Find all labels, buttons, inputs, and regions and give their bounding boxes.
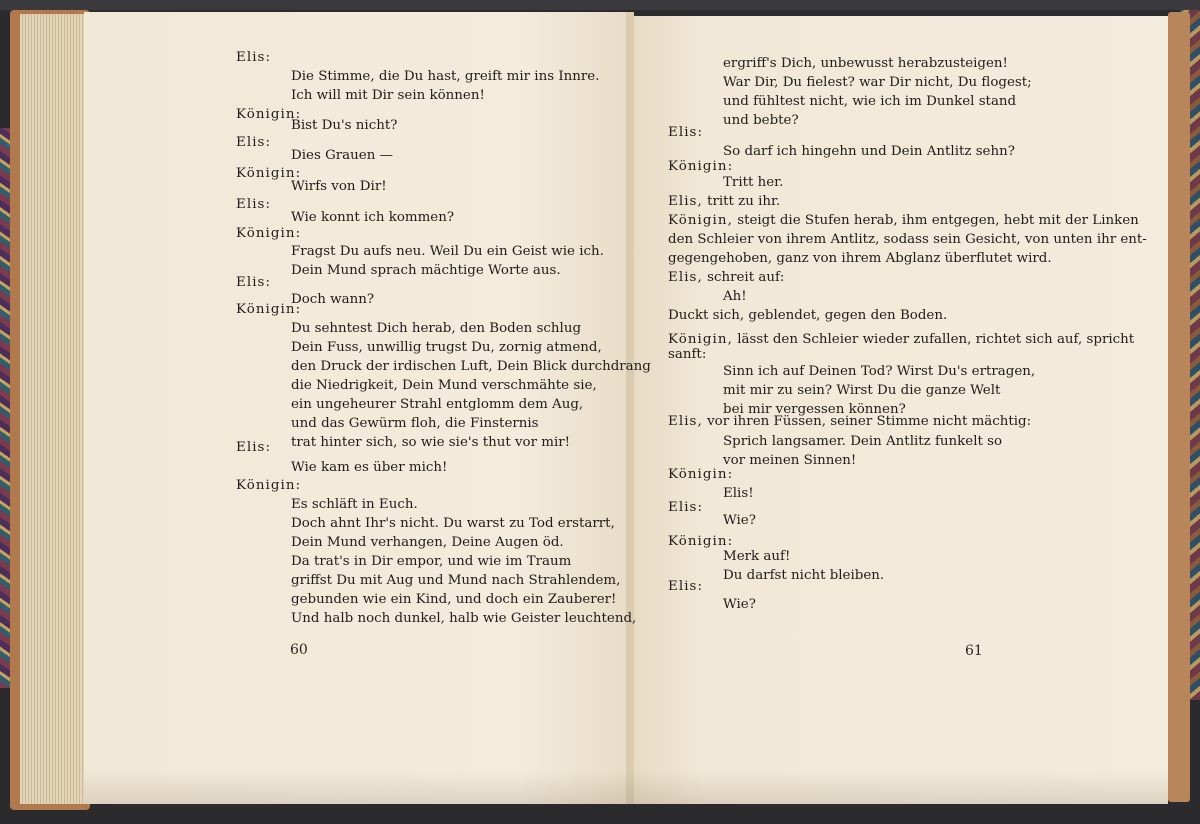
text-line: Dein Mund verhangen, Deine Augen öd. xyxy=(291,535,564,550)
speaker-label: Königin: xyxy=(236,478,302,493)
stage-direction: vor ihren Füssen, seiner Stimme nicht mächtig: xyxy=(702,414,1032,429)
text-line: Die Stimme, die Du hast, greift mir ins Innre. xyxy=(291,69,600,84)
speaker-label: Elis: xyxy=(236,440,272,455)
text-line: Doch wann? xyxy=(291,292,375,307)
text-line: Es schläft in Euch. xyxy=(291,497,418,512)
text-line: Ah! xyxy=(723,289,747,304)
book-cover-right xyxy=(1168,12,1190,802)
book-gutter xyxy=(626,12,634,804)
speaker-label: Königin: xyxy=(236,107,302,122)
text-line: Wie kam es über mich! xyxy=(291,460,448,475)
text-line: Dein Fuss, unwillig trugst Du, zornig atmend, xyxy=(291,340,602,355)
speaker-label: Königin: xyxy=(236,302,302,317)
text-line: Wie? xyxy=(723,597,756,612)
text-line: Ich will mit Dir sein können! xyxy=(291,88,485,103)
text-line: trat hinter sich, so wie sie's thut vor mir! xyxy=(291,435,571,450)
text-line: Sprich langsamer. Dein Antlitz funkelt so xyxy=(723,434,1003,449)
text-line: Bist Du's nicht? xyxy=(291,118,398,133)
speaker-name: Elis, xyxy=(668,270,703,285)
text-line xyxy=(668,268,784,288)
text-line: Sinn ich auf Deinen Tod? Wirst Du's ertragen, xyxy=(723,364,1036,379)
stage-direction: steigt die Stufen herab, ihm entgegen, hebt mit der Linken xyxy=(732,213,1139,228)
speaker-name: Königin, xyxy=(668,332,733,347)
text-line: Und halb noch dunkel, halb wie Geister leuchtend, xyxy=(291,611,637,626)
speaker-label: Elis: xyxy=(668,125,704,140)
text-line: die Niedrigkeit, Dein Mund verschmähte sie, xyxy=(291,378,597,393)
speaker-name: Elis, xyxy=(668,194,703,209)
text-line: Dein Mund sprach mächtige Worte aus. xyxy=(291,263,561,278)
page-bottom-shadow xyxy=(84,770,1168,804)
text-line: mit mir zu sein? Wirst Du die ganze Welt xyxy=(723,383,1001,398)
text-line: Dies Grauen — xyxy=(291,148,393,163)
text-line: Elis! xyxy=(723,486,754,501)
text-line: Du sehntest Dich herab, den Boden schlug xyxy=(291,321,582,336)
text-line: gebunden wie ein Kind, und doch ein Zauberer! xyxy=(291,592,617,607)
speaker-label: Elis: xyxy=(236,275,272,290)
text-line: Du darfst nicht bleiben. xyxy=(723,568,885,583)
speaker-name: Elis, xyxy=(668,414,703,429)
text-line: den Schleier von ihrem Antlitz, sodass sein Gesicht, von unten ihr ent- xyxy=(668,232,1147,247)
stage-direction: schreit auf: xyxy=(702,270,785,285)
speaker-label: Königin: xyxy=(668,159,734,174)
text-line: gegengehoben, ganz von ihrem Abglanz überflutet wird. xyxy=(668,251,1052,266)
page-number-right: 61 xyxy=(965,643,983,659)
speaker-label: Königin: xyxy=(668,467,734,482)
text-line: und fühltest nicht, wie ich im Dunkel stand xyxy=(723,94,1017,109)
text-line xyxy=(668,412,1031,432)
text-line: griffst Du mit Aug und Mund nach Strahlendem, xyxy=(291,573,621,588)
text-line: bei mir vergessen können? xyxy=(723,402,906,417)
text-line: War Dir, Du fielest? war Dir nicht, Du flogest; xyxy=(723,75,1032,90)
speaker-label: Königin: xyxy=(236,226,302,241)
text-line: Wie? xyxy=(723,513,756,528)
text-line xyxy=(668,330,1134,350)
text-line: Merk auf! xyxy=(723,549,791,564)
text-line: So darf ich hingehn und Dein Antlitz sehn? xyxy=(723,144,1015,159)
text-line: Wirfs von Dir! xyxy=(291,179,387,194)
text-line: und das Gewürm floh, die Finsternis xyxy=(291,416,539,431)
text-line: vor meinen Sinnen! xyxy=(723,453,857,468)
speaker-name: Königin, xyxy=(668,213,733,228)
speaker-label: Elis: xyxy=(236,135,272,150)
text-line: Wie konnt ich kommen? xyxy=(291,210,455,225)
text-line xyxy=(668,192,780,212)
text-line: den Druck der irdischen Luft, Dein Blick durchdrang xyxy=(291,359,651,374)
text-line: Duckt sich, geblendet, gegen den Boden. xyxy=(668,308,948,323)
text-line: Doch ahnt Ihr's nicht. Du warst zu Tod erstarrt, xyxy=(291,516,615,531)
text-line: und bebte? xyxy=(723,113,799,128)
text-line xyxy=(668,211,1139,231)
text-line: Da trat's in Dir empor, und wie im Traum xyxy=(291,554,572,569)
page-edges-left xyxy=(20,14,92,804)
page-number-left: 60 xyxy=(290,642,308,658)
speaker-label: Königin: xyxy=(668,534,734,549)
speaker-label: Elis: xyxy=(668,500,704,515)
text-line: ein ungeheurer Strahl entglomm dem Aug, xyxy=(291,397,584,412)
stage-direction: tritt zu ihr. xyxy=(702,194,781,209)
speaker-label: Elis: xyxy=(668,579,704,594)
speaker-label: Königin: xyxy=(236,166,302,181)
text-line: sanft: xyxy=(668,347,707,362)
background-strip xyxy=(0,0,1200,10)
text-line: Tritt her. xyxy=(723,175,784,190)
stage-direction: lässt den Schleier wieder zufallen, richtet sich auf, spricht xyxy=(732,332,1135,347)
text-line: ergriff's Dich, unbewusst herabzusteigen! xyxy=(723,56,1008,71)
speaker-label: Elis: xyxy=(236,197,272,212)
speaker-label: Elis: xyxy=(236,50,272,65)
text-line: Fragst Du aufs neu. Weil Du ein Geist wie ich. xyxy=(291,244,604,259)
